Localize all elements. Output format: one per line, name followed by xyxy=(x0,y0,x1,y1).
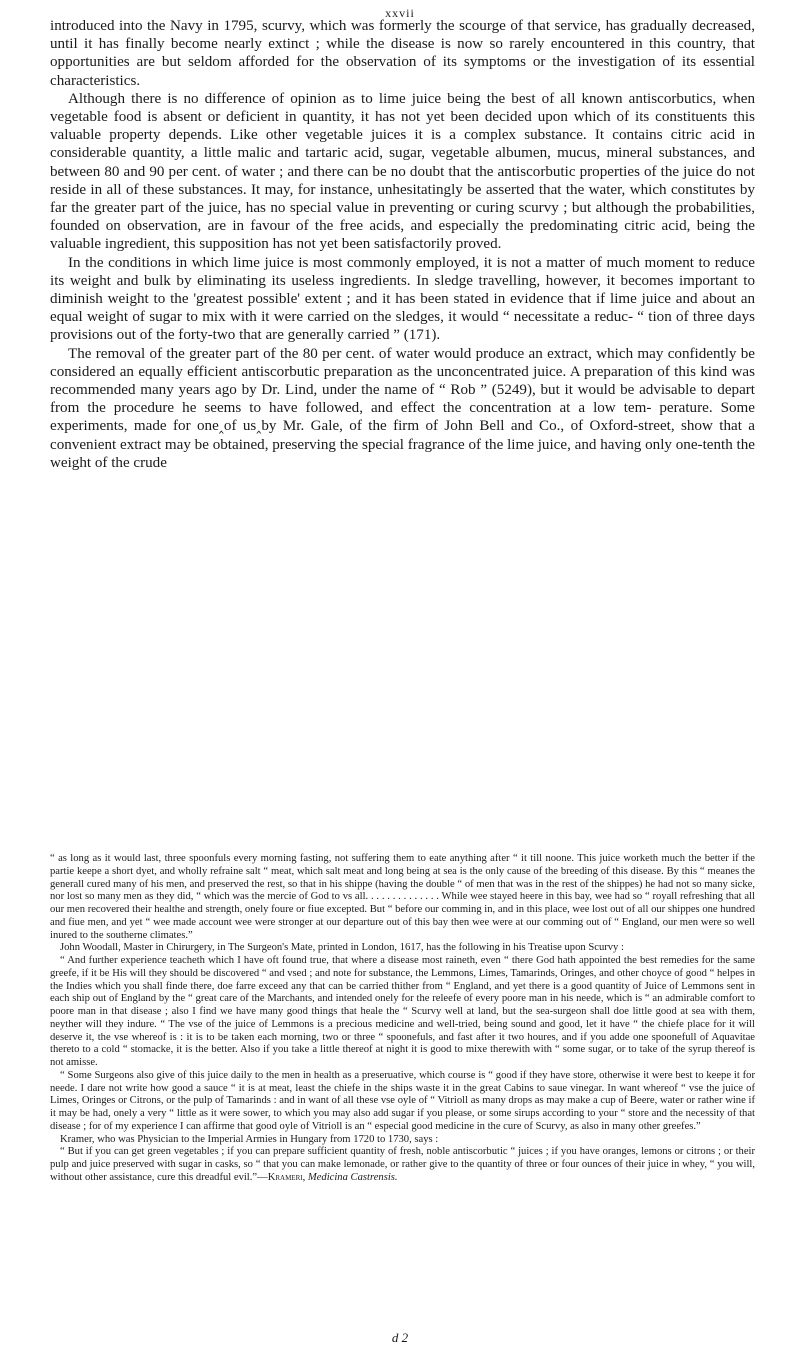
footnote-kramer-intro: Kramer, who was Physician to the Imperial Armies in Hungary from 1720 to 1730, says : xyxy=(60,1133,439,1145)
footnote-quote-continued: “ as long as it would last, three spoonfuls every morning fasting, not suffering them to eate anything after “ it till noone. This juice worketh much the better if the partie keepe a short dyet, and wholly refraine salt “ meat, which salt meat and long being at sea is the only cause of the breeding of this disease. By this “ meanes the generall cured many of his men, and preserved the rest, so that in his shippe (having the double “ of men that was in the rest of the shippes) he had not so many sicke, nor lost so many men as they did, “ which was the mercie of God to vs all. . . . . . . . . . . . . . While wee stayed heere in this bay, wee had so “ royall refreshing that all our men recovered their healthe and strength, onely foure or fiue excepted. But “ before our comming in, and in this place, wee lost out of all our shippes one hundred and fiue men, and yet “ wee made account wee were stronger at our departure out of this bay then wee were at our comming out of “ England, our men were so well inured to the southerne climates.” xyxy=(50,853,755,941)
main-text xyxy=(50,17,755,472)
footnote-kramer-quote xyxy=(50,1146,755,1184)
footnote-woodall-quote-2: “ Some Surgeons also give of this juice daily to the men in health as a preseruative, which course is “ good if they have store, otherwise it were best to keepe it for neede. I dare not write how good a sauce “ it is at meat, least the chiefe in the ships waste it in the great Cabins to saue vinegar. In want whereof “ vse the juice of Limes, Oringes or Citrons, or the pulp of Tamarinds : and in want of all these vse oyle of “ Vitrioll as many drops as may make a cup of Beere, water or rather wine if it may be had, onely a very “ little as it were sower, to which you may also add sugar if you please, or some sirups according to your “ store and the necessity of that disease ; for of my experience I can affirme that good oyle of Vitrioll is an “ especial good medicine in the cure of Scurvy, as also in many other greefes.” xyxy=(50,1069,755,1132)
paragraph-scurvy-decline: introduced into the Navy in 1795, scurvy, which was formerly the scourge of that service, has gradually decreased, until it has finally become nearly extinct ; while the disease is now so rarely encountered in this country, that opportunities are but seldom afforded for the observation of its symptoms or the investigation of its essential characteristics. xyxy=(50,18,755,89)
kramer-quote-text: “ But if you can get green vegetables ; if you can prepare sufficient quantity of fresh, noble antiscorbutic “ juices ; if you have oranges, lemons or citrons ; or their pulp and juice preserved with sugar in casks, so “ that you can make lemonade, or rather give to the quantity of three or four ounces of their juice in whey, “ you will, without other assistance, cure this dreadful evil.”— xyxy=(50,1146,755,1183)
kramer-work-title: Medicina Castrensis. xyxy=(307,1171,398,1183)
kramer-author: Krameri, xyxy=(267,1171,306,1183)
paragraph-extract-preparation: The removal of the greater part of the 80 per cent. of water would produce an extract, which may confidently be considered an equally efficient antiscorbutic preparation as the unconcentrated juice. A preparation of this kind was recommended many years ago by Dr. Lind, under the name of “ Rob ” (5249), but it would be advisable to depart from the procedure he seems to have followed, and effect the concentration at a low tem- perature. Some experiments, made for one‸of us‸by Mr. Gale, of the firm of John Bell and Co., of Oxford-street, show that a convenient extract may be obtained, preserving the special fragrance of the lime juice, and having only one-tenth the weight of the crude xyxy=(50,345,755,471)
printer-signature: d 2 xyxy=(391,1330,409,1345)
footnotes xyxy=(50,853,755,1185)
page-number: xxvii xyxy=(385,6,415,20)
footnote-woodall-quote: “ And further experience teacheth which I have oft found true, that where a disease most raineth, even “ there God hath appointed the best remedies for the same greefe, if it be His will they should be discovered “ and vsed ; and note for substance, the Lemmons, Limes, Tamarinds, Oringes, and other choyce of good “ helpes in the Indies which you shall finde there, doe farre exceed any that can be carried thither from “ England, and yet there is a good quantity of Juice of Lemmons sent in each ship out of England by the “ great care of the Marchants, and intended onely for the releefe of every poore man in his neede, which is “ an admirable comfort to poore man in that disease ; also I find we have many good things that heale the “ Scurvy well at land, but the sea-surgeon shall doe little good at sea with them, neyther will they indure. “ The vse of the juice of Lemmons is a precious medicine and well-tried, being sound and good, let it have “ the chiefe place for it will deserve it, the vse whereof is : it is to be taken each morning, two or three “ spoonefuls, and fast after it two houres, and if you adde one spoonefull of Aquavitae thereto to a cold “ stomacke, it is the better. Also if you take a little thereof at night it is good to mixe therewith with “ some sugar, or to take of the syrup thereof is not amisse. xyxy=(50,955,755,1068)
paragraph-sledge-travelling: In the conditions in which lime juice is most commonly employed, it is not a matter of much moment to reduce its weight and bulk by eliminating its useless ingredients. In sledge travelling, however, it becomes important to diminish weight to the 'greatest possible' extent ; and it has been stated in evidence that if lime juice and about an equal weight of sugar to mix with it were carried on the sledges, it would “ necessitate a reduc- “ tion of three days provisions out of the forty-two that are generally carried ” (171). xyxy=(50,254,755,344)
footnote-woodall-intro: John Woodall, Master in Chirurgery, in The Surgeon's Mate, printed in London, 1617, has the following in his Treatise upon Scurvy : xyxy=(60,942,624,954)
paragraph-lime-juice-constituents: Although there is no difference of opinion as to lime juice being the best of all known antiscorbutics, when vegetable food is absent or deficient in quantity, it has not yet been decided upon which of its constituents this valuable property depends. Like other vegetable juices it is a complex substance. It contains citric acid in considerable quantity, a little malic and tartaric acid, sugar, vegetable albumen, mucus, mineral substances, and between 80 and 90 per cent. of water ; and there can be no doubt that the antiscorbutic properties of the juice do not reside in all of these substances. It may, for instance, unhesitatingly be asserted that the water, which constitutes by far the greater part of the juice, has no special value in preventing or curing scurvy ; but although the probabilities, founded on observation, are in favour of the free acids, and especially the predominating citric acid, being the valuable ingredient, this supposition has not yet been satisfactorily proved. xyxy=(50,90,755,253)
